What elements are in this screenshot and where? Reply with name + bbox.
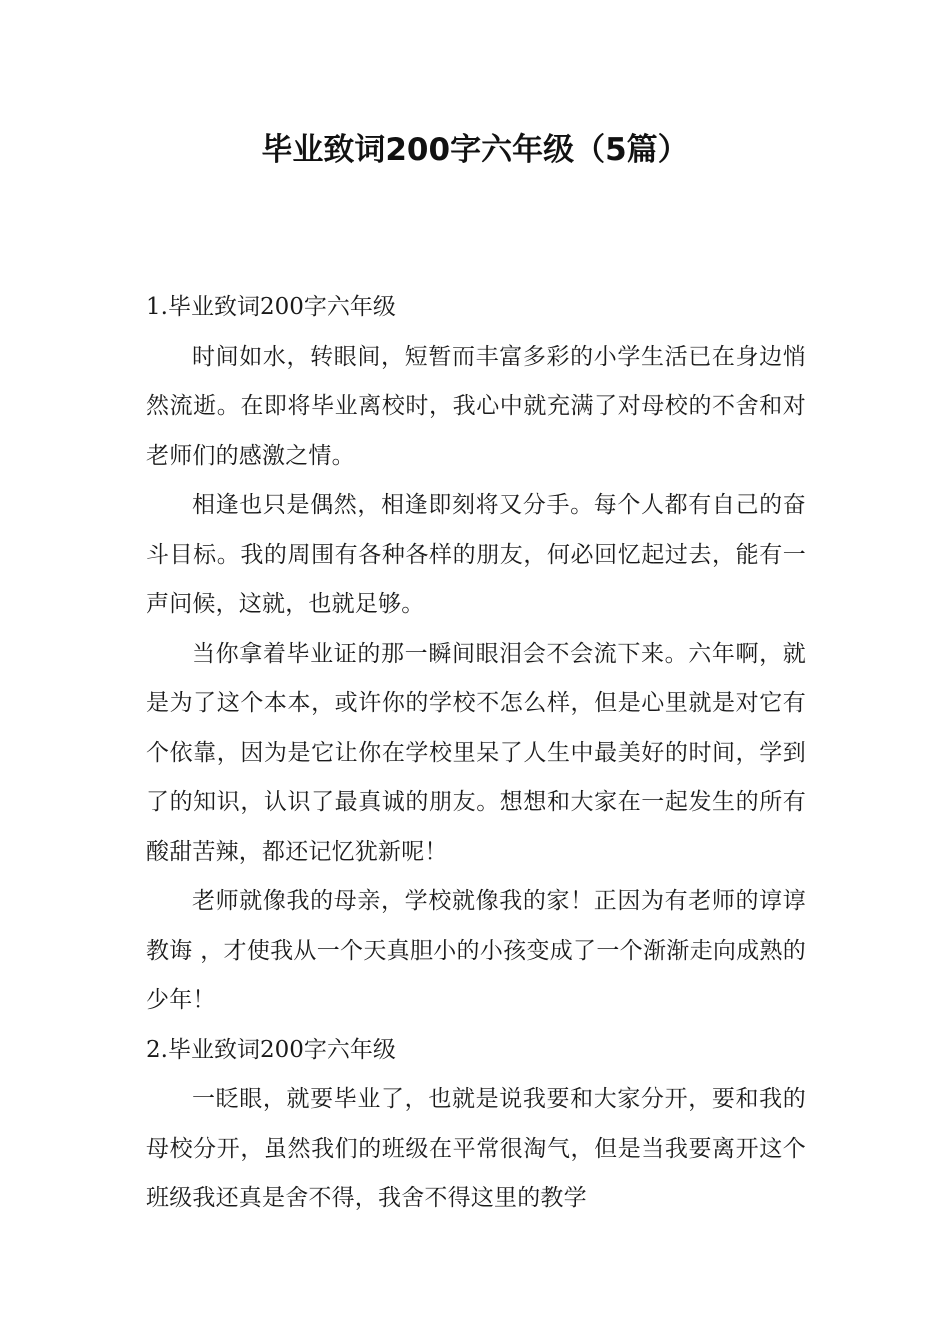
paragraph: 当你拿着毕业证的那一瞬间眼泪会不会流下来。六年啊，就是为了这个本本，或许你的学校不怎么样，但是心里就是对它有个依靠，因为是它让你在学校里呆了人生中最美好的时间，学到了的知识，认识了最真诚的朋友。想想和大家在一起发生的所有酸甜苦辣，都还记忆犹新呢！: [146, 640, 806, 865]
section-1: [146, 283, 806, 1026]
document-body: [146, 283, 806, 1224]
section-heading: 2.毕业致词200字六年级: [146, 1036, 396, 1063]
section-2: [146, 1026, 806, 1224]
paragraph: 时间如水，转眼间，短暂而丰富多彩的小学生活已在身边悄然流逝。在即将毕业离校时，我心中就充满了对母校的不舍和对老师们的感激之情。: [146, 343, 806, 469]
document-title: 毕业致词200字六年级（5篇）: [261, 132, 689, 168]
paragraph: 老师就像我的母亲，学校就像我的家！正因为有老师的谆谆教诲 ，才使我从一个天真胆小的小孩变成了一个渐渐走向成熟的少年！: [146, 888, 806, 1013]
paragraph: 一眨眼，就要毕业了，也就是说我要和大家分开，要和我的母校分开，虽然我们的班级在平常很淘气，但是当我要离开这个班级我还真是舍不得，我舍不得这里的教学: [146, 1086, 806, 1211]
paragraph: 相逢也只是偶然，相逢即刻将又分手。每个人都有自己的奋斗目标。我的周围有各种各样的朋友，何必回忆起过去，能有一声问候，这就，也就足够。: [146, 492, 806, 617]
section-heading: 1.毕业致词200字六年级: [146, 294, 396, 320]
